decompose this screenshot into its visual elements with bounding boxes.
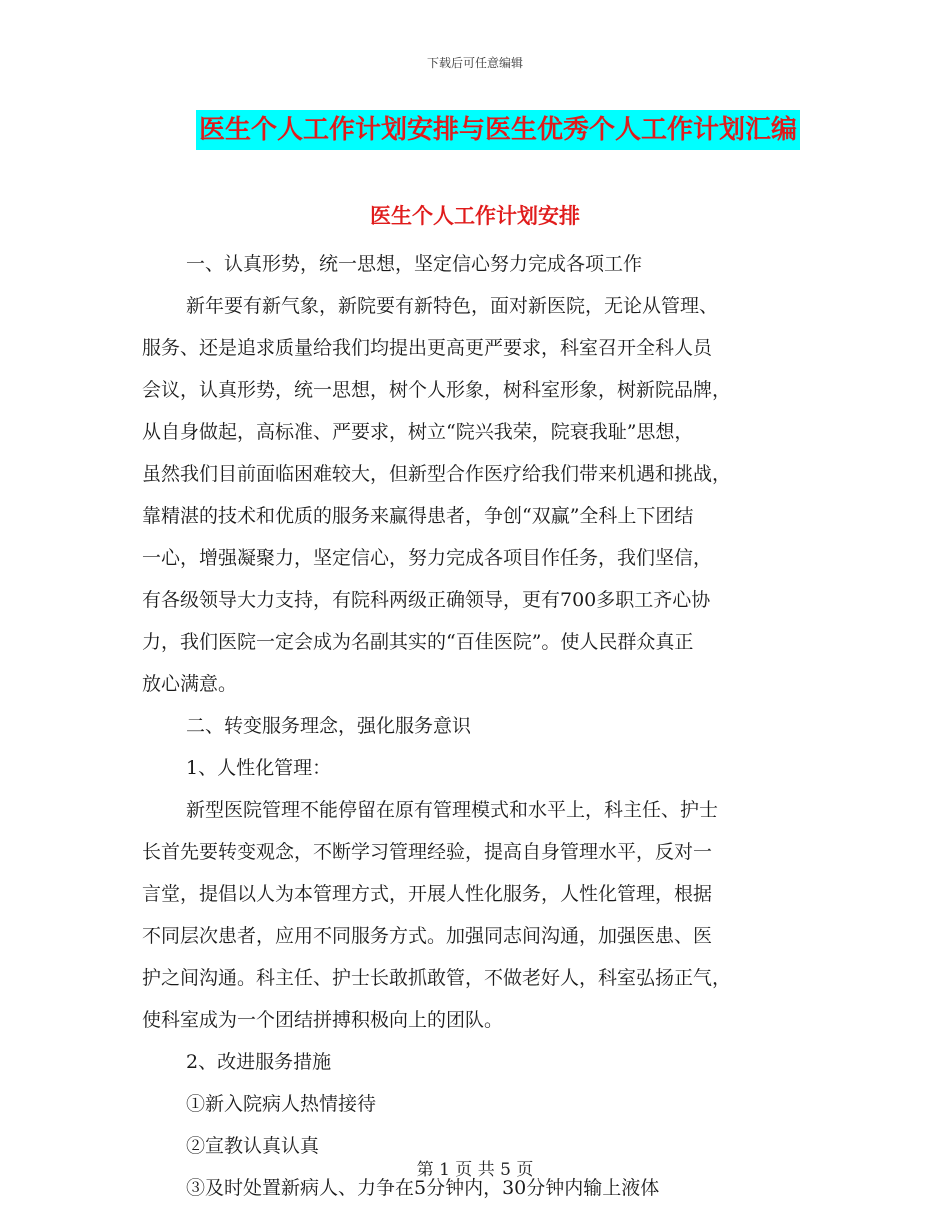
body-line: 有各级领导大力支持，有院科两级正确领导，更有700多职工齐心协 (142, 589, 711, 611)
body-line: 新年要有新气象，新院要有新特色，面对新医院，无论从管理、 (186, 295, 719, 317)
body-line: 长首先要转变观念，不断学习管理经验，提高自身管理水平，反对一 (142, 841, 713, 863)
sub-title: 医生个人工作计划安排 (370, 204, 580, 228)
main-title: 医生个人工作计划安排与医生优秀个人工作计划汇编 (196, 110, 800, 150)
body-line: 一、认真形势，统一思想，坚定信心努力完成各项工作 (186, 253, 643, 275)
body-line: 服务、还是追求质量给我们均提出更高更严要求，科室召开全科人员 (142, 337, 713, 359)
body-line: 使科室成为一个团结拼搏积极向上的团队。 (142, 1009, 504, 1031)
body-line: 1、人性化管理： (186, 757, 332, 779)
body-line: 力，我们医院一定会成为名副其实的“百佳医院”。使人民群众真正 (142, 631, 694, 653)
body-line: 会议，认真形势，统一思想，树个人形象，树科室形象，树新院品牌， (142, 379, 732, 401)
body-line: ①新入院病人热情接待 (186, 1093, 377, 1115)
body-line: 不同层次患者，应用不同服务方式。加强同志间沟通，加强医患、医 (142, 925, 713, 947)
document-body (142, 243, 802, 1209)
body-line: 从自身做起，高标准、严要求，树立“院兴我荣，院衰我耻”思想， (142, 421, 694, 443)
body-line: 放心满意。 (142, 673, 238, 695)
header-note: 下载后可任意编辑 (426, 56, 523, 70)
page-footer: 第 1 页 共 5 页 (416, 1160, 534, 1180)
body-line: ③及时处置新病人、力争在5分钟内，30分钟内输上液体 (186, 1177, 660, 1199)
body-line: ②宣教认真认真 (186, 1135, 320, 1157)
body-line: 言堂，提倡以人为本管理方式，开展人性化服务，人性化管理，根据 (142, 883, 713, 905)
body-line: 护之间沟通。科主任、护士长敢抓敢管，不做老好人，科室弘扬正气， (142, 967, 732, 989)
body-line: 2、改进服务措施 (186, 1051, 332, 1073)
body-line: 二、转变服务理念，强化服务意识 (186, 715, 472, 737)
body-line: 靠精湛的技术和优质的服务来赢得患者，争创“双赢”全科上下团结 (142, 505, 694, 527)
body-line: 虽然我们目前面临困难较大，但新型合作医疗给我们带来机遇和挑战， (142, 463, 732, 485)
body-line: 一心，增强凝聚力，坚定信心，努力完成各项目作任务，我们坚信， (142, 547, 713, 569)
body-line: 新型医院管理不能停留在原有管理模式和水平上，科主任、护士 (186, 799, 719, 821)
